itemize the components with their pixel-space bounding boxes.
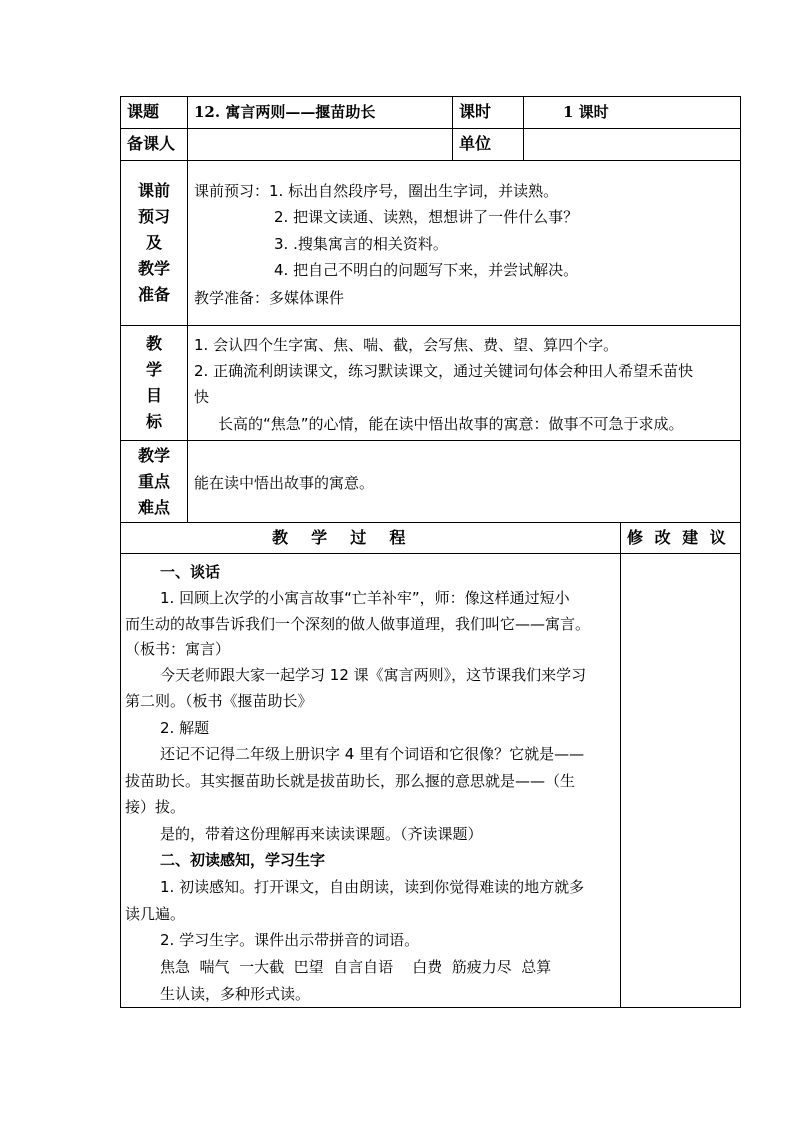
process-line-10: 接）拔。 — [125, 798, 186, 816]
suggestion-title: 修 改 建 议 — [627, 528, 729, 547]
preview-line-1: 课前预习：1. 标出自然段序号，圈出生字词，并读熟。 — [194, 182, 559, 200]
period-label: 课时 — [459, 102, 492, 121]
process-line-8: 还记不记得二年级上册识字 4 里有个词语和它很像？它就是—— — [160, 745, 585, 763]
table-line — [120, 553, 740, 554]
goals-line-2: 2. 正确流利朗读课文，练习默读课文，通过关键词句体会种田人希望禾苗快 — [194, 362, 694, 380]
process-line-16: 焦急 喘气 一大截 巴望 自言自语 白费 筋疲力尽 总算 — [160, 958, 552, 976]
table-line — [187, 96, 188, 523]
process-line-6: 第二则。（板书《揠苗助长》 — [125, 692, 313, 710]
process-line-9: 拔苗助长。其实揠苗助长就是拔苗助长，那么揠的意思就是——（生 — [125, 772, 576, 790]
goals-line-1: 1. 会认四个生字寓、焦、喘、截，会写焦、费、望、算四个字。 — [194, 336, 619, 354]
goals-line-4: 长高的“焦急”的心情，能在读中悟出故事的寓意：做事不可急于求成。 — [218, 415, 684, 433]
table-line — [120, 96, 740, 97]
table-line — [120, 160, 740, 161]
goals-line-3: 快 — [194, 388, 210, 406]
preview-line-2: 2. 把课文读通、读熟，想想讲了一件什么事？ — [274, 208, 579, 226]
process-line-7: 2. 解题 — [160, 719, 210, 737]
key-points-label: 教学 重点 难点 — [137, 446, 170, 517]
preparer-label: 备课人 — [127, 134, 176, 153]
process-line-3: 而生动的故事告诉我们一个深刻的做人做事道理，我们叫它——寓言。 — [125, 615, 591, 633]
process-line-2: 1. 回顾上次学的小寓言故事“亡羊补牢”，师：像这样通过短小 — [160, 589, 570, 607]
goals-label: 教 学 目 标 — [145, 334, 162, 431]
table-line — [120, 325, 740, 326]
table-line — [120, 522, 740, 523]
table-line — [120, 128, 740, 129]
key-points-text: 能在读中悟出故事的寓意。 — [194, 474, 375, 492]
unit-label: 单位 — [459, 134, 492, 153]
process-line-13: 1. 初读感知。打开课文，自由朗读，读到你觉得难读的地方就多 — [160, 878, 585, 896]
preview-line-5: 教学准备：多媒体课件 — [194, 289, 345, 307]
table-line — [120, 440, 740, 441]
process-line-17: 生认读，多种形式读。 — [160, 985, 311, 1003]
table-line — [120, 1007, 740, 1008]
table-line — [523, 96, 524, 161]
table-line — [452, 96, 453, 161]
preview-label: 课前 预习 及 教学 准备 — [137, 181, 170, 304]
process-title: 教 学 过 程 — [272, 528, 406, 547]
process-line-4: （板书：寓言） — [125, 640, 231, 658]
process-line-15: 2. 学习生字。课件出示带拼音的词语。 — [160, 931, 420, 949]
process-line-1: 一、谈话 — [160, 563, 221, 581]
preview-line-3: 3. .搜集寓言的相关资料。 — [274, 235, 448, 253]
table-line — [620, 522, 621, 1008]
process-line-12: 二、初读感知，学习生字 — [160, 851, 326, 869]
process-line-5: 今天老师跟大家一起学习 12 课《寓言两则》，这节课我们来学习 — [160, 666, 587, 684]
table-line — [740, 96, 741, 1008]
topic-value: 12. 寓言两则——揠苗助长 — [194, 103, 376, 121]
preview-line-4: 4. 把自己不明白的问题写下来，并尝试解决。 — [274, 261, 579, 279]
topic-label: 课题 — [127, 102, 160, 121]
period-value: 1 课时 — [563, 103, 609, 121]
process-line-11: 是的，带着这份理解再来读读课题。（齐读课题） — [160, 825, 483, 843]
process-line-14: 读几遍。 — [125, 905, 186, 923]
